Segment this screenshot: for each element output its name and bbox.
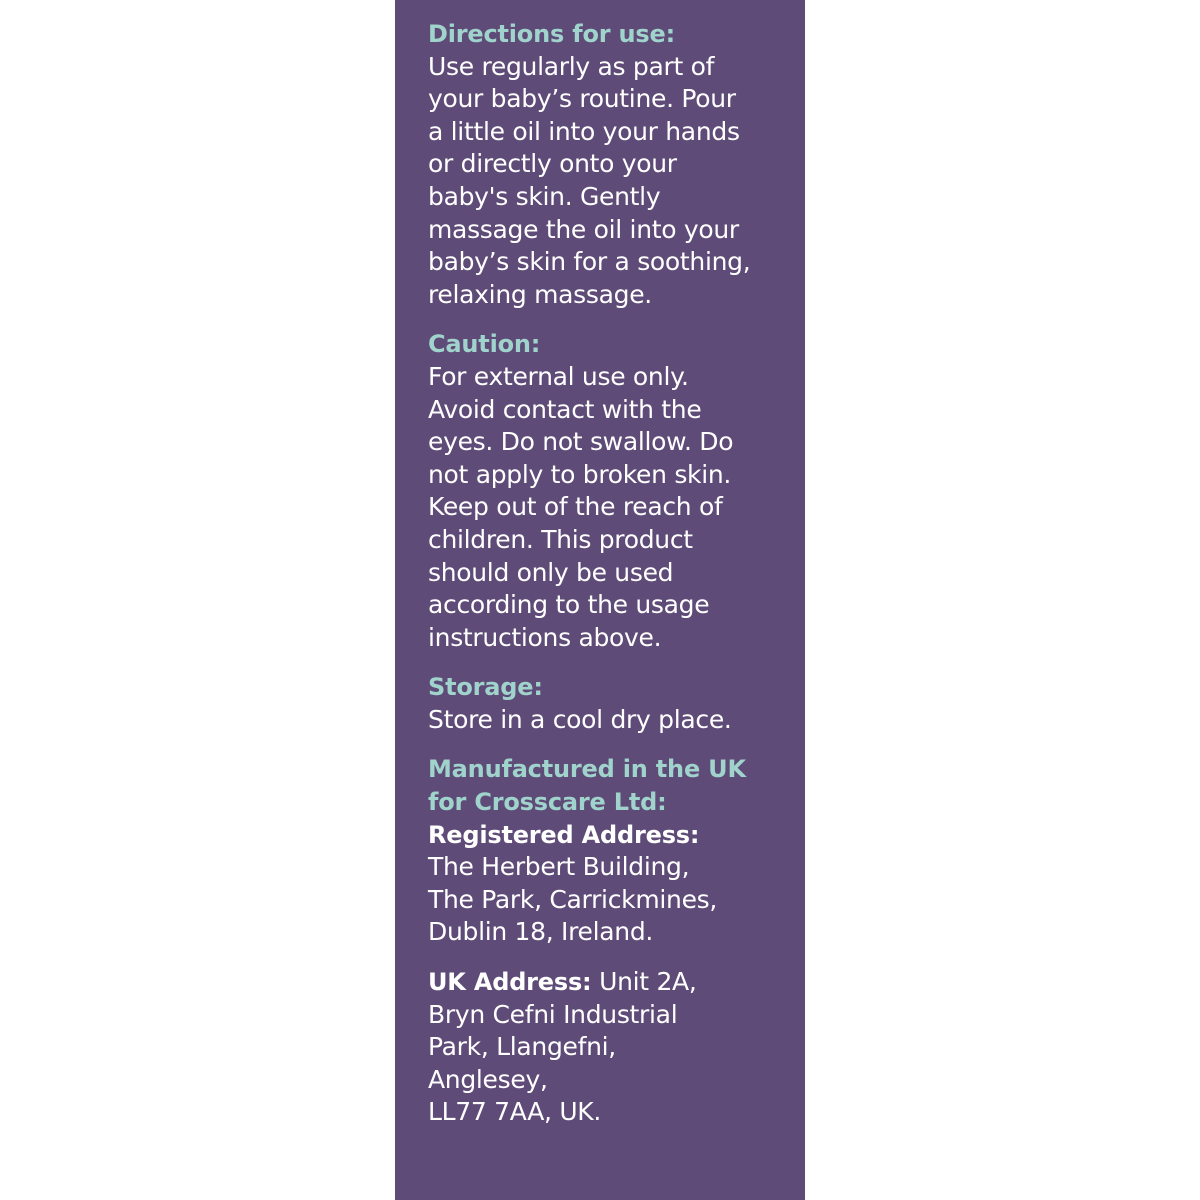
registered-address-line: The Park, Carrickmines,	[428, 884, 718, 914]
directions-line: baby's skin. Gently	[428, 181, 661, 211]
directions-line: Use regularly as part of	[428, 51, 715, 81]
registered-address-line: Dublin 18, Ireland.	[428, 917, 654, 947]
caution-heading: Caution:	[428, 330, 541, 359]
caution-section	[428, 328, 805, 654]
manufacturer-heading: Manufactured in the UK	[428, 755, 746, 784]
directions-line: or directly onto your	[428, 149, 677, 179]
manufacturer-heading: for Crosscare Ltd:	[428, 788, 667, 817]
registered-address-label: Registered Address:	[428, 820, 700, 849]
uk-address-first-line-rest: Unit 2A,	[591, 967, 697, 997]
caution-line: instructions above.	[428, 622, 662, 652]
uk-address-label: UK Address:	[428, 968, 592, 997]
directions-line: a little oil into your hands	[428, 116, 740, 146]
uk-address-line: LL77 7AA, UK.	[428, 1097, 602, 1127]
directions-line: massage the oil into your	[428, 214, 739, 244]
caution-line: children. This product	[428, 524, 693, 554]
uk-address-line: Bryn Cefni Industrial	[428, 999, 678, 1029]
caution-line: Keep out of the reach of	[428, 492, 723, 522]
caution-line: eyes. Do not swallow. Do	[428, 427, 734, 457]
directions-line: baby’s skin for a soothing,	[428, 247, 751, 277]
caution-line: not apply to broken skin.	[428, 459, 732, 489]
storage-line: Store in a cool dry place.	[428, 704, 732, 734]
storage-heading: Storage:	[428, 673, 543, 702]
label-panel	[395, 0, 805, 1200]
caution-line: should only be used	[428, 557, 674, 587]
uk-address-first-line	[428, 966, 805, 999]
uk-address-line: Park, Llangefni,	[428, 1032, 616, 1062]
manufacturer-section	[428, 753, 805, 949]
caution-line: according to the usage	[428, 590, 710, 620]
directions-section	[428, 18, 805, 311]
storage-section	[428, 671, 805, 736]
directions-heading: Directions for use:	[428, 20, 675, 48]
directions-line: your baby’s routine. Pour	[428, 84, 736, 114]
directions-line: relaxing massage.	[428, 279, 652, 309]
caution-line: For external use only.	[428, 361, 689, 391]
caution-line: Avoid contact with the	[428, 394, 702, 424]
uk-address-line: Anglesey,	[428, 1064, 548, 1094]
uk-address-section	[428, 966, 805, 1129]
registered-address-line: The Herbert Building,	[428, 852, 690, 882]
